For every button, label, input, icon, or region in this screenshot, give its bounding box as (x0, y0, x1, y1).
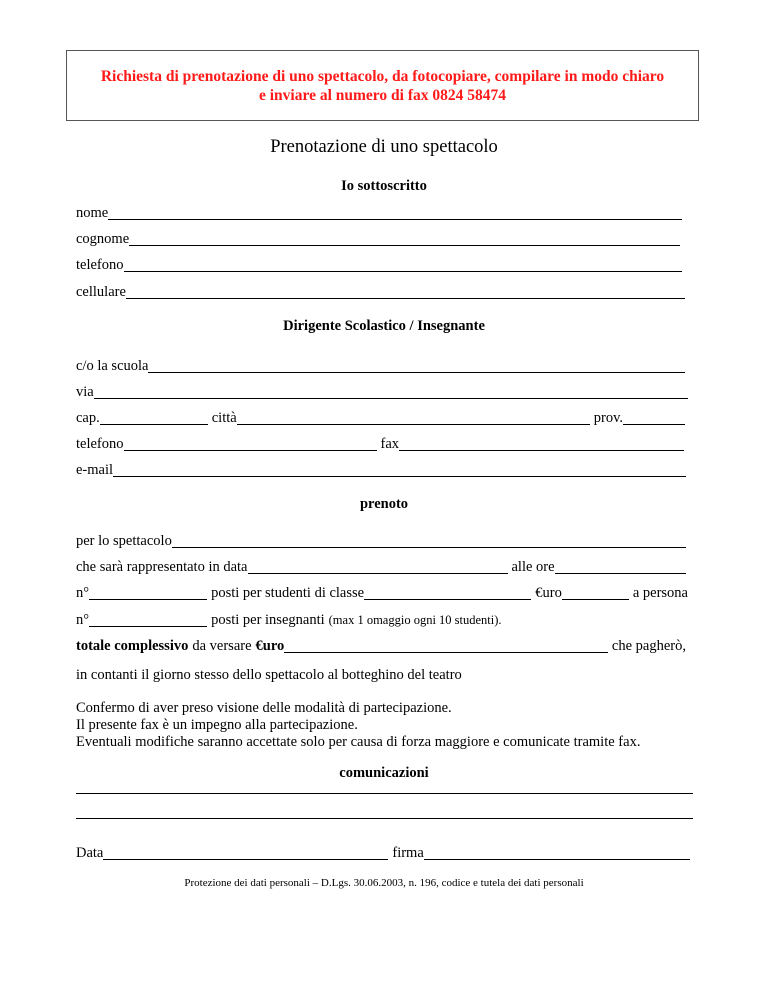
booking-heading: prenoto (359, 496, 409, 512)
cognome-field[interactable] (76, 230, 688, 248)
signature-data-label: Data (76, 845, 104, 861)
spettacolo-label: per lo spettacolo (76, 533, 172, 549)
statement-3: Eventuali modifiche saranno accettate solo per causa di forza maggiore e comunicate tramite fax. (76, 734, 641, 750)
paghero-label: che pagherò, (611, 638, 686, 654)
comunicazioni-line-1[interactable] (76, 793, 693, 794)
via-label: via (76, 384, 94, 400)
spettacolo-blank[interactable] (172, 534, 686, 548)
num-insegnanti-label: n° (76, 612, 90, 628)
cap-label: cap. (76, 410, 100, 426)
notice-box (66, 50, 699, 121)
studenti-field[interactable] (76, 584, 688, 602)
num-studenti-label: n° (76, 585, 90, 601)
cellulare-blank[interactable] (126, 285, 685, 299)
contanti-text: in contanti il giorno stesso dello spettacolo al botteghino del teatro (76, 667, 462, 683)
cellulare-label: cellulare (76, 284, 126, 300)
euro-persona-blank[interactable] (562, 586, 629, 600)
fax-label: fax (380, 436, 400, 452)
totale-field[interactable] (76, 637, 688, 655)
cognome-blank[interactable] (129, 232, 680, 246)
telefono-fax-field[interactable] (76, 435, 688, 453)
ore-blank[interactable] (555, 560, 686, 574)
signature-data-blank[interactable] (103, 846, 388, 860)
citta-blank[interactable] (237, 411, 590, 425)
email-field[interactable] (76, 461, 688, 479)
spettacolo-field[interactable] (76, 532, 688, 550)
telefono-field[interactable] (76, 256, 688, 274)
telefono-label: telefono (76, 257, 124, 273)
ore-label: alle ore (511, 559, 555, 575)
totale-euro-label: €uro (255, 638, 285, 654)
totale-label: da versare (192, 638, 252, 654)
requester-heading: Io sottoscritto (341, 178, 427, 194)
notice-line-2: e inviare al numero di fax 0824 58474 (259, 87, 506, 104)
nome-label: nome (76, 205, 109, 221)
signature-field[interactable] (76, 844, 690, 862)
email-label: e-mail (76, 462, 114, 478)
telefono-blank[interactable] (124, 258, 682, 272)
cellulare-field[interactable] (76, 283, 688, 301)
data-ore-field[interactable] (76, 558, 688, 576)
num-insegnanti-blank[interactable] (89, 613, 207, 627)
privacy-footer: Protezione dei dati personali – D.Lgs. 30.06.2003, n. 196, codice e tutela dei dati personali (184, 877, 584, 889)
via-blank[interactable] (94, 385, 688, 399)
cap-blank[interactable] (100, 411, 208, 425)
insegnanti-field[interactable] (76, 611, 688, 629)
fax-blank[interactable] (399, 437, 684, 451)
prov-label: prov. (593, 410, 623, 426)
comunicazioni-heading: comunicazioni (339, 765, 429, 781)
school-telefono-label: telefono (76, 436, 124, 452)
data-blank[interactable] (248, 560, 508, 574)
euro-label: €uro (535, 585, 562, 601)
statement-1: Confermo di aver preso visione delle modalità di partecipazione. (76, 700, 452, 716)
notice-line-1: Richiesta di prenotazione di uno spettacolo, da fotocopiare, compilare in modo chiaro (100, 68, 665, 85)
statement-2: Il presente fax è un impegno alla partecipazione. (76, 717, 358, 733)
scuola-blank[interactable] (148, 359, 685, 373)
nome-field[interactable] (76, 204, 688, 222)
comunicazioni-line-2[interactable] (76, 818, 693, 819)
via-field[interactable] (76, 383, 688, 401)
posti-insegnanti-label: posti per insegnanti (211, 612, 325, 628)
firma-label: firma (392, 845, 424, 861)
posti-studenti-label: posti per studenti di classe (211, 585, 365, 601)
cognome-label: cognome (76, 231, 130, 247)
scuola-field[interactable] (76, 357, 688, 375)
nome-blank[interactable] (108, 206, 682, 220)
scuola-label: c/o la scuola (76, 358, 149, 374)
a-persona-label: a persona (632, 585, 688, 601)
school-telefono-blank[interactable] (124, 437, 377, 451)
notice-text (67, 67, 698, 105)
classe-blank[interactable] (364, 586, 531, 600)
data-label: che sarà rappresentato in data (76, 559, 248, 575)
email-blank[interactable] (113, 463, 686, 477)
page-title: Prenotazione di uno spettacolo (270, 137, 498, 157)
cap-citta-prov-field[interactable] (76, 409, 688, 427)
citta-label: città (211, 410, 237, 426)
firma-blank[interactable] (424, 846, 690, 860)
prov-blank[interactable] (623, 411, 685, 425)
totale-blank[interactable] (284, 639, 608, 653)
totale-label-bold: totale complessivo (76, 638, 189, 654)
num-studenti-blank[interactable] (89, 586, 207, 600)
omaggio-note: (max 1 omaggio ogni 10 studenti). (328, 613, 502, 627)
school-heading: Dirigente Scolastico / Insegnante (283, 318, 485, 334)
